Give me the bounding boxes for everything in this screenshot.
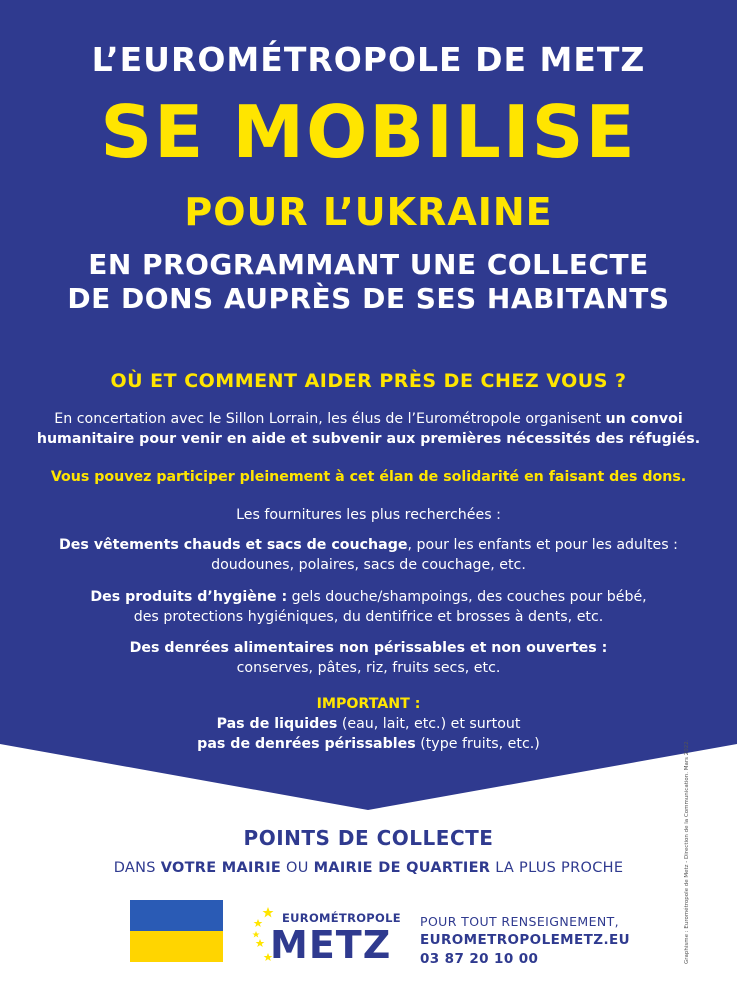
contact-block [420,912,630,969]
important-label: IMPORTANT : [316,696,421,712]
logo-top-text: EUROMÉTROPOLE [282,911,401,925]
phone-number[interactable]: 03 87 20 10 00 [420,951,539,967]
supply-item-hygiene [0,587,737,627]
important1-bold: Pas de liquides [216,716,338,732]
item1-bold: Des vêtements chauds et sacs de couchage [59,537,408,553]
contact-label: POUR TOUT RENSEIGNEMENT, [420,914,620,929]
important-note [0,694,737,754]
supplies-intro: Les fournitures les plus recherchées : [236,507,501,523]
collection-sub-e: LA PLUS PROCHE [490,860,624,876]
intro-paragraph [0,409,737,449]
important1-rest: (eau, lait, etc.) et surtout [337,716,521,732]
item2-line2: des protections hygiéniques, du dentifrice et brosses à dents, etc. [133,609,604,625]
header-headline: SE MOBILISE [100,90,637,174]
flag-yellow-band [130,931,223,962]
collection-subtitle [0,860,737,876]
item3-bold: Des denrées alimentaires non périssables et non ouvertes : [129,640,608,656]
flag-blue-band [130,900,223,931]
item2-rest: gels douche/shampoings, des couches pour bébé, [287,589,647,605]
intro-text-b: un convoi [605,411,683,427]
call-to-action: Vous pouvez participer pleinement à cet élan de solidarité en faisant des dons. [50,469,687,485]
collection-sub-c: OU [281,860,314,876]
intro-text-c: humanitaire pour venir en aide et subvenir aux premières nécessités des réfugiés. [36,431,701,447]
important2-bold: pas de denrées périssables [197,736,416,752]
important2-rest: (type fruits, etc.) [415,736,540,752]
item3-line2: conserves, pâtes, riz, fruits secs, etc. [236,660,501,676]
header-line-1: L’EUROMÉTROPOLE DE METZ [91,40,646,79]
collection-sub-b: VOTRE MAIRIE [160,860,282,876]
logo-main-text: METZ [270,923,392,967]
website-link[interactable]: EUROMETROPOLEMETZ.EU [420,932,630,948]
collection-sub-d: MAIRIE DE QUARTIER [313,860,491,876]
header-line-4 [0,248,737,316]
item1-line2: doudounes, polaires, sacs de couchage, etc. [211,557,526,573]
item1-rest: , pour les enfants et pour les adultes : [407,537,678,553]
intro-text-a: En concertation avec le Sillon Lorrain, les élus de l’Eurométropole organisent [54,411,606,427]
supply-item-food [0,638,737,678]
graphic-credit: Graphisme : Eurométropole de Metz - Direction de la Communication. Mars 2022. [684,739,690,964]
header-line-4b: DE DONS AUPRÈS DE SES HABITANTS [67,282,670,315]
collection-title: POINTS DE COLLECTE [243,826,494,850]
collection-sub-a: DANS [113,860,161,876]
header-line-3: POUR L’UKRAINE [184,190,553,234]
supply-item-clothing [0,535,737,575]
ukraine-flag [130,900,223,962]
section-question: OÙ ET COMMENT AIDER PRÈS DE CHEZ VOUS ? [110,370,627,392]
eurometropole-metz-logo [252,905,402,967]
item2-bold: Des produits d’hygiène : [90,589,288,605]
header-line-4a: EN PROGRAMMANT UNE COLLECTE [88,248,649,281]
